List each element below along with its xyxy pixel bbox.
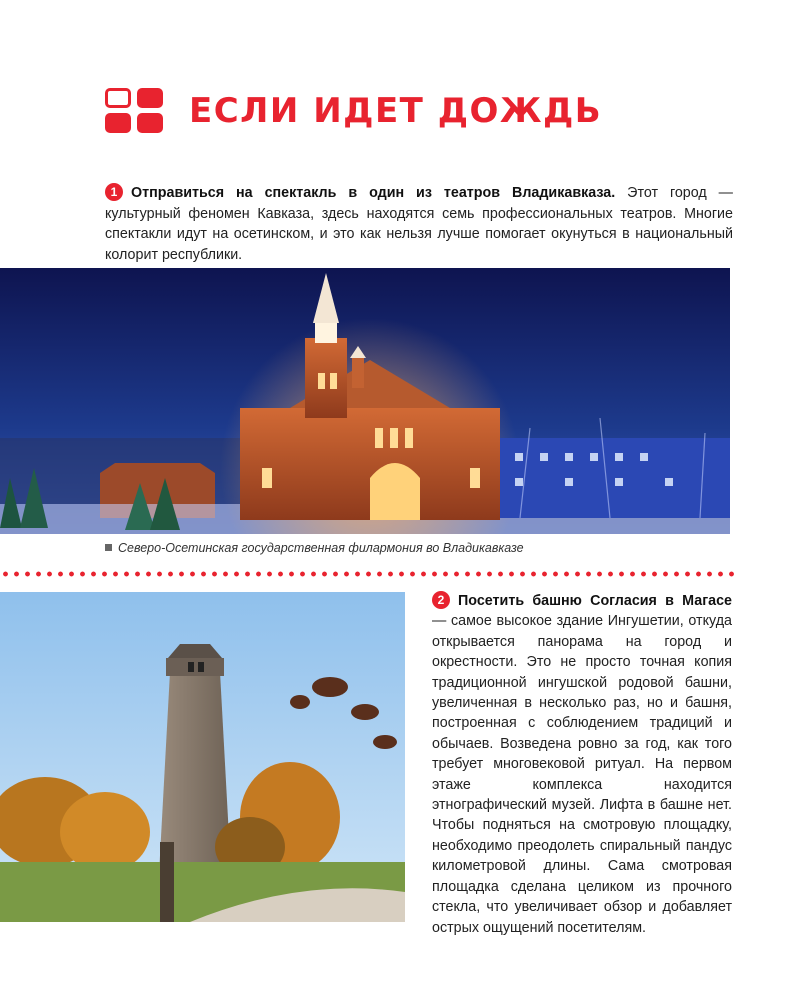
caption-bullet-icon <box>105 544 112 551</box>
section-2-number-badge: 2 <box>432 591 450 609</box>
page-title: ЕСЛИ ИДЕТ ДОЖДЬ <box>189 91 603 131</box>
philharmonic-photo <box>0 268 730 534</box>
section-1-number-badge: 1 <box>105 183 123 201</box>
page-header <box>105 88 602 134</box>
section-1-text: Этот город — культурный феномен Кавказа, здесь находятся семь профессиональных театров. Многие спектакли идут на осетинском, и это как нельзя лучше помогает окунуться в национальный колорит республики. <box>105 185 733 263</box>
section-2-paragraph <box>432 591 732 938</box>
dotted-divider <box>0 571 735 577</box>
photo-caption <box>105 541 524 555</box>
tower-photo <box>0 592 405 922</box>
section-1-heading: Отправиться на спектакль в один из театров Владикавказа. <box>131 185 616 201</box>
grid-logo-icon <box>105 88 165 134</box>
caption-text: Северо-Осетинская государственная филармония во Владикавказе <box>118 541 524 555</box>
section-2-heading: Посетить башню Согласия в Магасе <box>458 593 732 609</box>
section-2-text: — самое высокое здание Ингушетии, откуда открывается панорама на город и окрестности. Это не просто точная копия традиционной ингушской родовой башни, увеличенная в несколько раз, но и башня, построенная с соблюдением традиций и обычаев. Возведена ровно за год, как того требует многовековой ритуал. На первом этаже комплекса находится этнографический музей. Лифта в башне нет. Чтобы подняться на смотровую площадку, необходимо преодолеть спиральный пандус километровой длины. Сама смотровая площадка сделана целиком из прочного стекла, что увеличивает обзор и добавляет острых ощущений посетителям. <box>432 613 732 936</box>
section-1-paragraph <box>105 183 733 265</box>
